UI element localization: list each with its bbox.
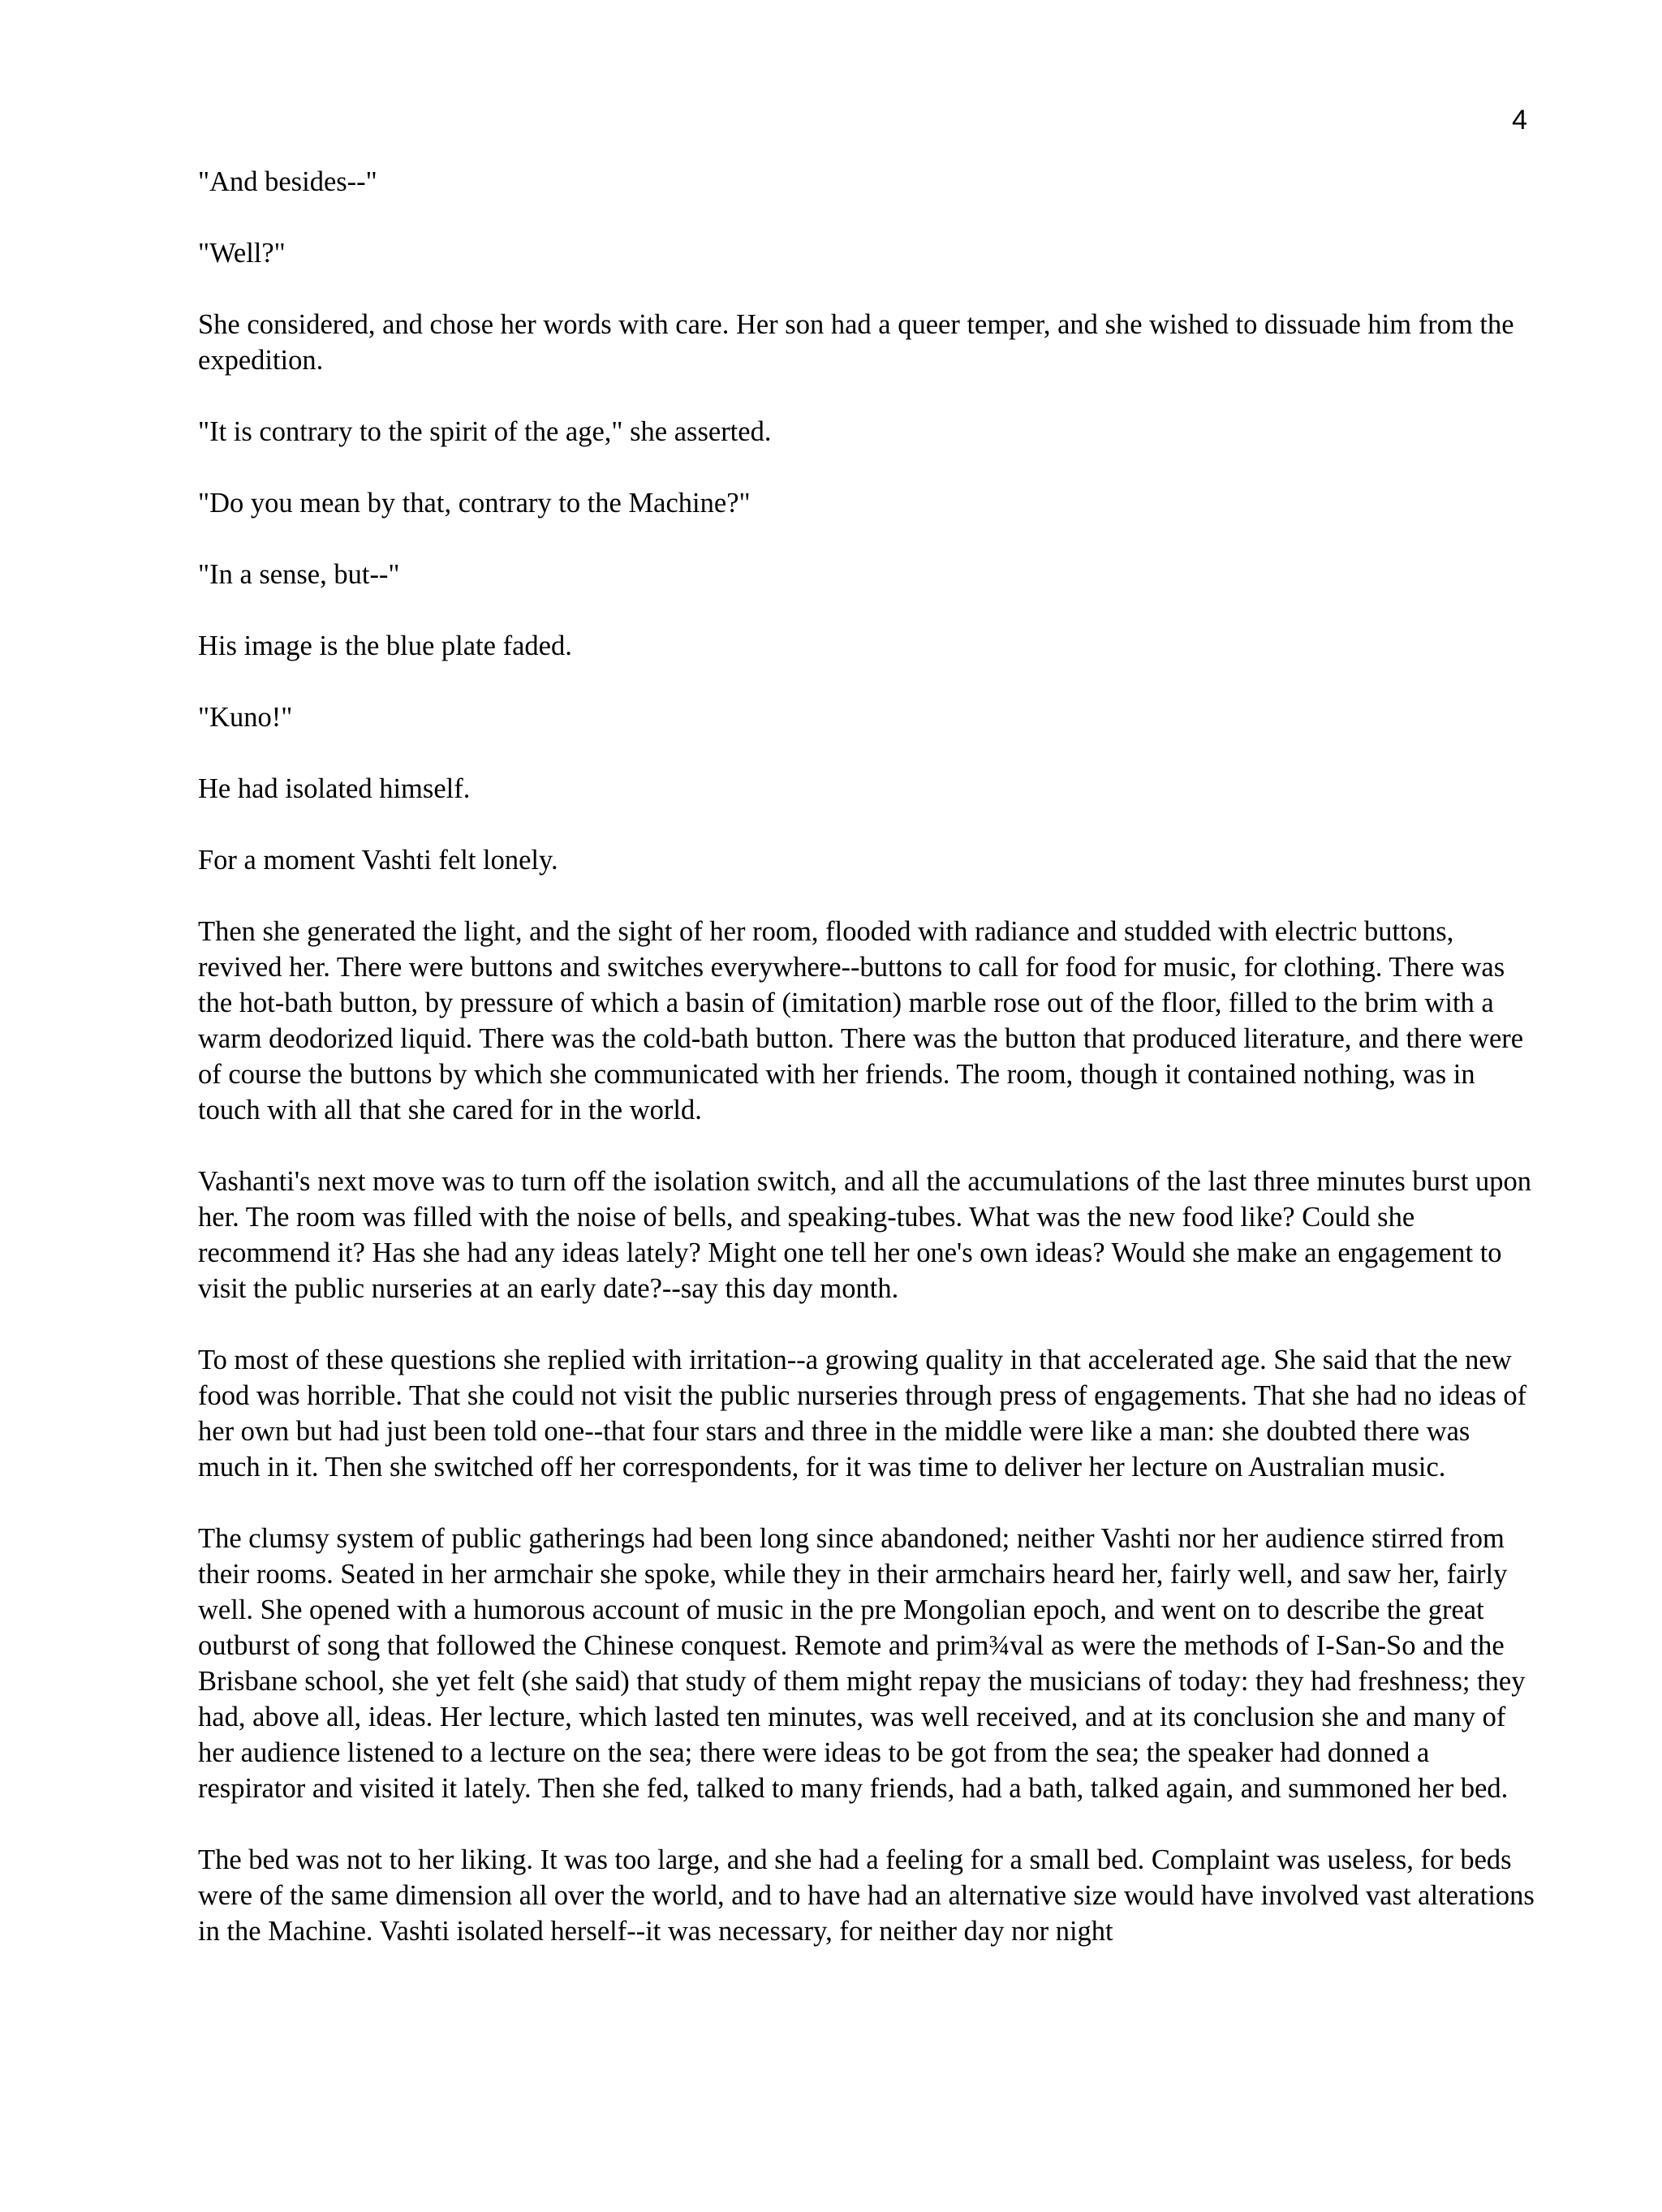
paragraph: She considered, and chose her words with care. Her son had a queer temper, and she wished to dissuade him from the expedition.: [198, 309, 1514, 376]
paragraph: For a moment Vashti felt lonely.: [198, 845, 558, 876]
paragraph: "And besides--": [198, 166, 377, 197]
paragraph: To most of these questions she replied with irritation--a growing quality in that accelerated age. She said that the new food was horrible. That she could not visit the public nurseries through press of engagements. That she had no ideas of her own but had just been told one--that four stars and three in the middle were like a man: she doubted there was much in it. Then she switched off her correspondents, for it was time to deliver her lecture on Australian music.: [198, 1345, 1527, 1483]
paragraph: He had isolated himself.: [198, 773, 471, 804]
paragraph: "In a sense, but--": [198, 559, 400, 590]
body-text: [198, 164, 1537, 1985]
paragraph: The bed was not to her liking. It was too large, and she had a feeling for a small bed. Complaint was useless, for beds were of the same dimension all over the world, and to have had an alternative size would have involved vast alterations in the Machine. Vashti isolated herself--it was necessary, for neither day nor night: [198, 1844, 1535, 1947]
paragraph: Vashanti's next move was to turn off the isolation switch, and all the accumulations of the last three minutes burst upon her. The room was filled with the noise of bells, and speaking-tubes. What was the new food like? Could she recommend it? Has she had any ideas lately? Might one tell her one's own ideas? Would she make an engagement to visit the public nurseries at an early date?--say this day month.: [198, 1166, 1532, 1304]
paragraph: "It is contrary to the spirit of the age," she asserted.: [198, 416, 772, 447]
paragraph: "Well?": [198, 238, 286, 269]
paragraph: His image is the blue plate faded.: [198, 630, 572, 661]
page-number: 4: [1512, 105, 1527, 136]
paragraph: The clumsy system of public gatherings had been long since abandoned; neither Vashti nor her audience stirred from their rooms. Seated in her armchair she spoke, while they in their armchairs heard her, fairly well, and saw her, fairly well. She opened with a humorous account of music in the pre Mongolian epoch, and went on to describe the great outburst of song that followed the Chinese conquest. Remote and prim¾val as were the methods of I-San-So and the Brisbane school, she yet felt (she said) that study of them might repay the musicians of today: they had freshness; they had, above all, ideas. Her lecture, which lasted ten minutes, was well received, and at its conclusion she and many of her audience listened to a lecture on the sea; there were ideas to be got from the sea; the speaker had donned a respirator and visited it lately. Then she fed, talked to many friends, had a bath, talked again, and summoned her bed.: [198, 1523, 1526, 1804]
paragraph: "Do you mean by that, contrary to the Machine?": [198, 488, 751, 519]
paragraph: "Kuno!": [198, 702, 293, 733]
paragraph: Then she generated the light, and the sight of her room, flooded with radiance and studded with electric buttons, revived her. There were buttons and switches everywhere--buttons to call for food for music, for clothing. There was the hot-bath button, by pressure of which a basin of (imitation) marble rose out of the floor, filled to the brim with a warm deodorized liquid. There was the cold-bath button. There was the button that produced literature, and there were of course the buttons by which she communicated with her friends. The room, though it contained nothing, was in touch with all that she cared for in the world.: [198, 916, 1524, 1125]
